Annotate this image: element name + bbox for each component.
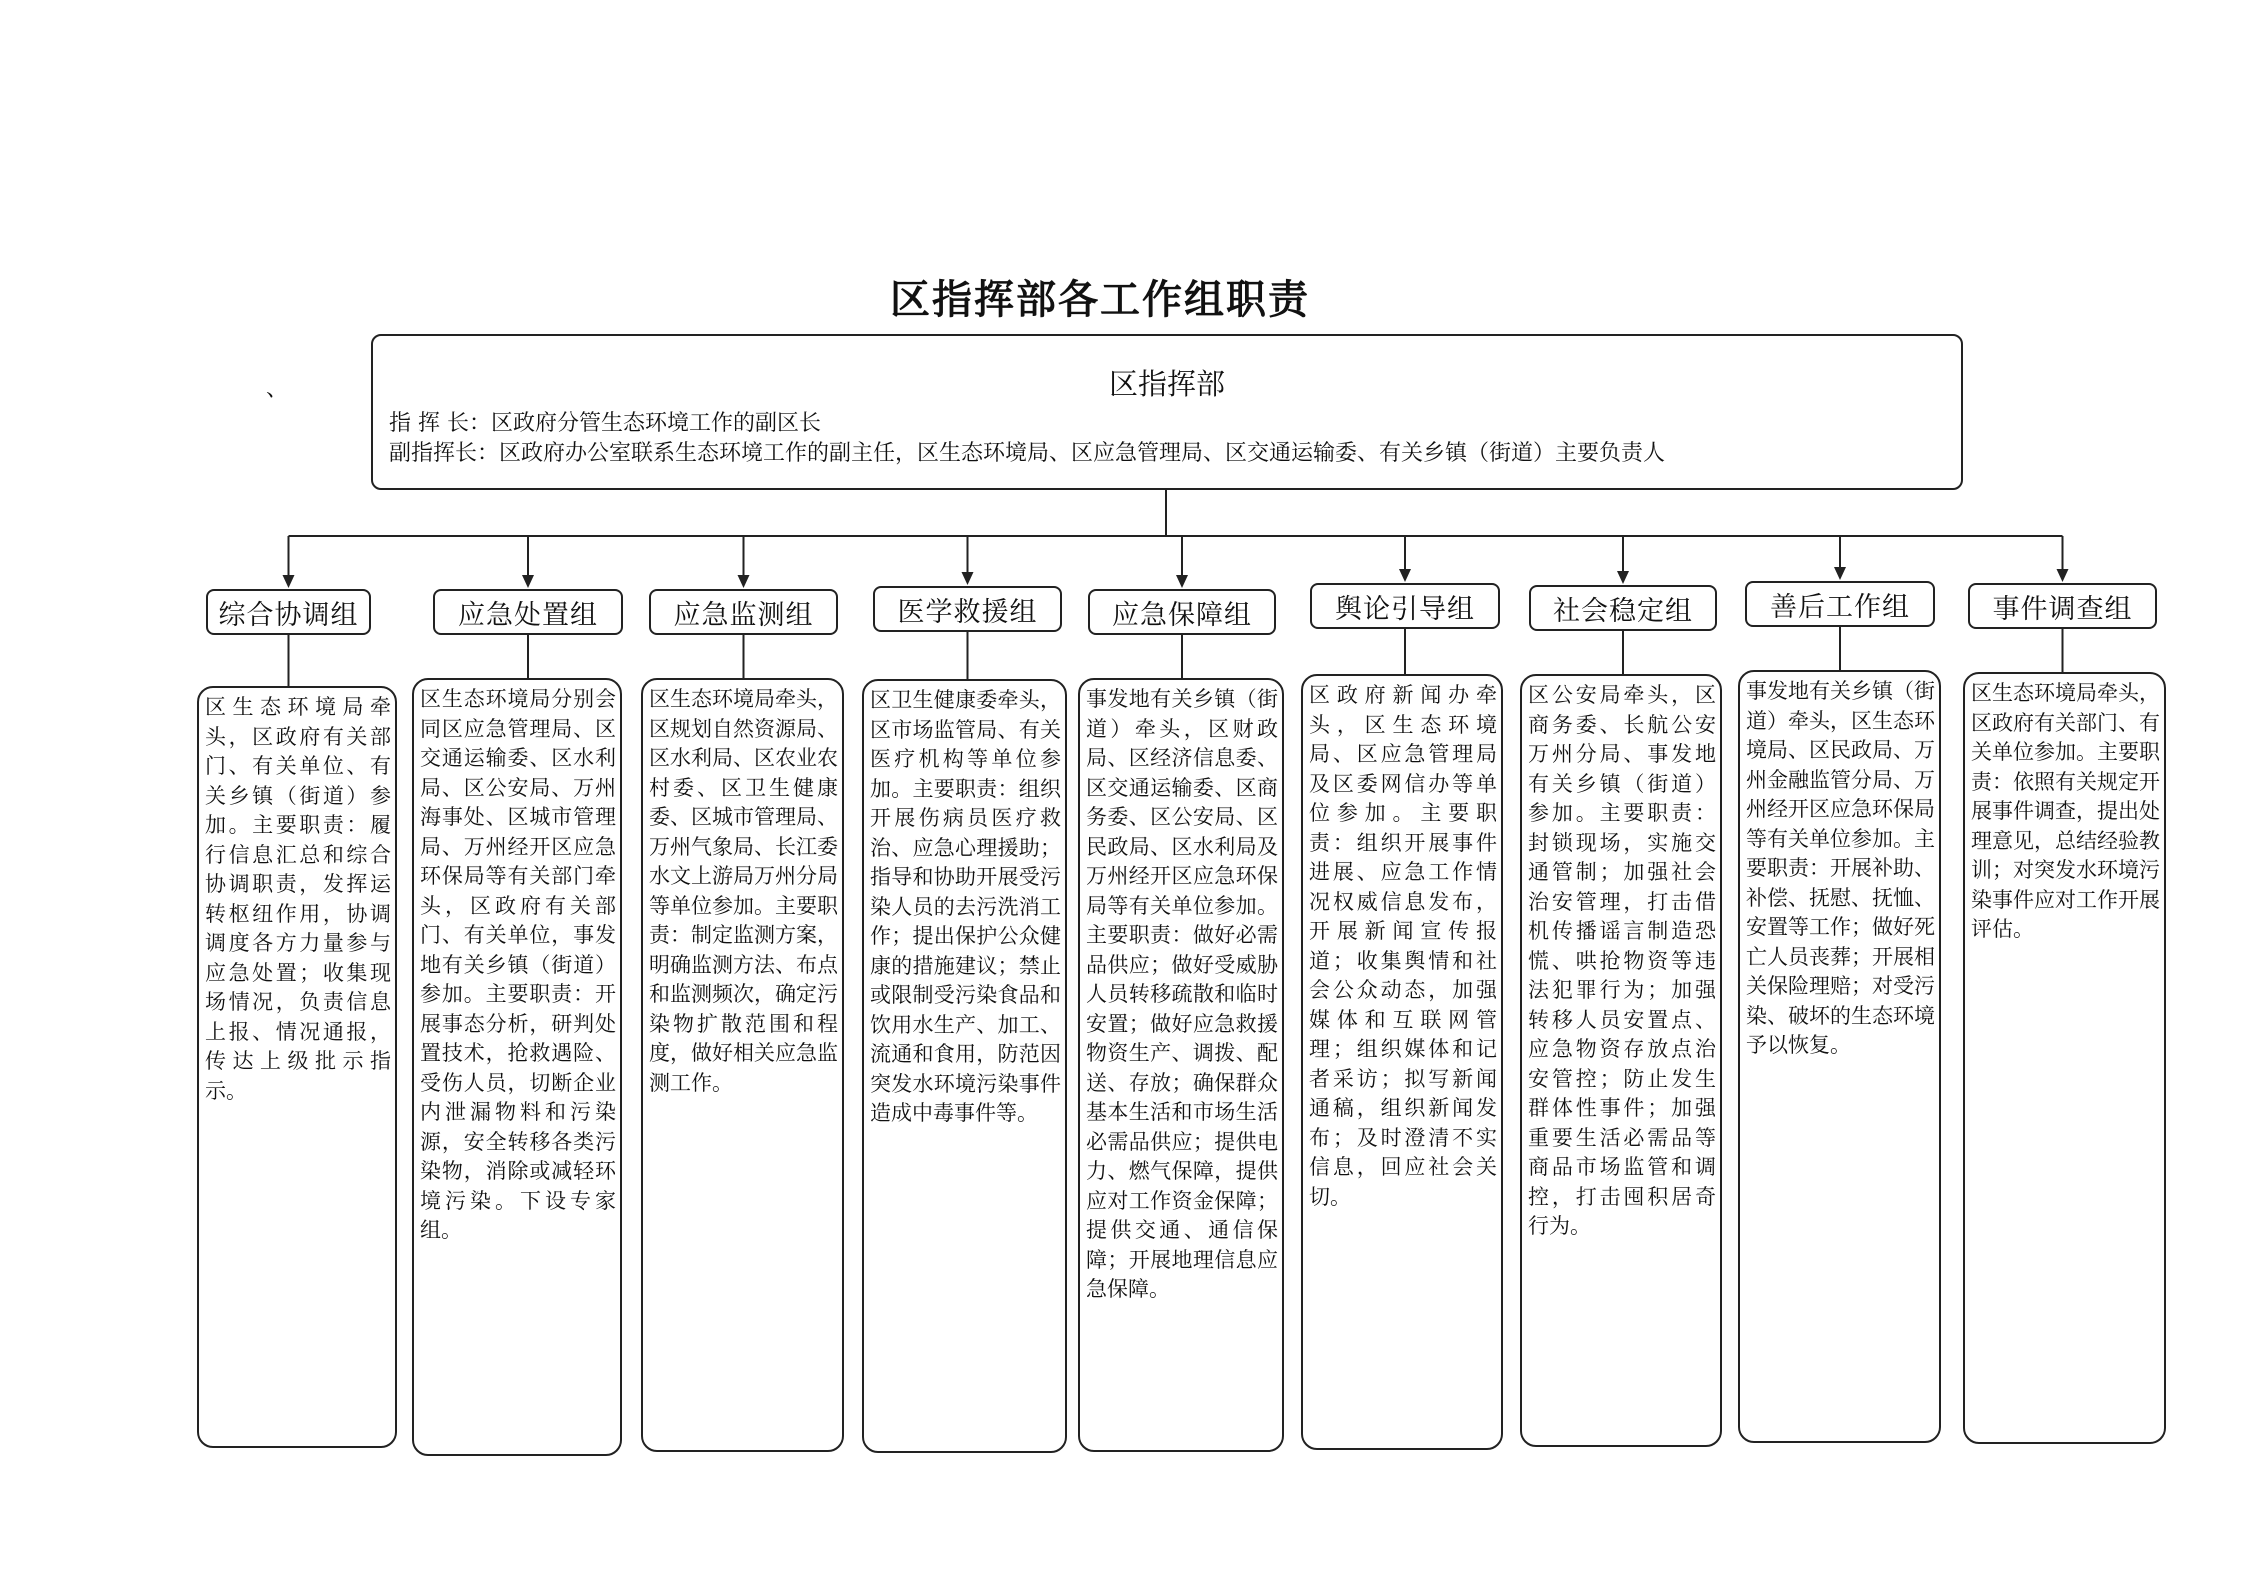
arrow-head xyxy=(738,575,750,588)
group-duties: 区卫生健康委牵头，区市场监管局、有关医疗机构等单位参加。主要职责：组织开展伤病员医疗救治、应急心理援助；指导和协助开展受污染人员的去污洗消工作；提出保护公众健康的措施建议；禁止或限制受污染食品和饮用水生产、加工、流通和食用，防范因突发水环境污染事件造成中毒事件等。 xyxy=(862,679,1067,1453)
group-duties: 区生态环境局牵头，区规划自然资源局、区水利局、区农业农村委、区卫生健康委、区城市管理局、万州气象局、长江委水文上游局万州分局等单位参加。主要职责：制定监测方案，明确监测方法、布点和监测频次，确定污染物扩散范围和程度，做好相关应急监测工作。 xyxy=(641,678,844,1452)
group-duties: 区政府新闻办牵头，区生态环境局、区应急管理局及区委网信办等单位参加。主要职责：组织开展事件进展、应急工作情况权威信息发布，开展新闻宣传报道；收集舆情和社会公众动态，加强媒体和互联网管理；组织媒体和记者采访；拟写新闻通稿，组织新闻发布；及时澄清不实信息，回应社会关切。 xyxy=(1301,674,1503,1450)
commander-line: 指 挥 长：区政府分管生态环境工作的副区长 xyxy=(389,411,821,436)
arrow-head xyxy=(2057,569,2069,582)
group-duties: 区生态环境局牵头，区政府有关部门、有关单位、有关乡镇（街道）参加。主要职责：履行信息汇总和综合协调职责，发挥运转枢纽作用，协调调度各方力量参与应急处置；收集现场情况，负责信息上报、情况通报，传达上级批示指示。 xyxy=(197,686,397,1448)
group-header: 应急处置组 xyxy=(433,589,623,635)
group-header: 应急保障组 xyxy=(1088,589,1276,635)
group-header: 应急监测组 xyxy=(649,589,838,635)
group-duties: 区生态环境局牵头，区政府有关部门、有关单位参加。主要职责：依照有关规定开展事件调查，提出处理意见，总结经验教训；对突发水环境污染事件应对工作开展评估。 xyxy=(1963,672,2166,1444)
arrow-head xyxy=(962,572,974,585)
group-duties: 区生态环境局分别会同区应急管理局、区交通运输委、区水利局、区公安局、万州海事处、区城市管理局、万州经开区应急环保局等有关部门牵头，区政府有关部门、有关单位，事发地有关乡镇（街道）参加。主要职责：开展事态分析，研判处置技术，抢救遇险、受伤人员，切断企业内泄漏物料和污染源，安全转移各类污染物，消除或减轻环境污染。下设专家组。 xyxy=(412,678,622,1456)
arrow-head xyxy=(1834,567,1846,580)
group-header: 社会稳定组 xyxy=(1529,585,1717,631)
group-header: 舆论引导组 xyxy=(1310,583,1500,629)
stray-mark: 、 xyxy=(266,377,289,402)
group-header: 医学救援组 xyxy=(873,586,1062,632)
arrow-head xyxy=(522,575,534,588)
group-duties: 事发地有关乡镇（街道）牵头，区生态环境局、区民政局、万州金融监管分局、万州经开区应急环保局等有关单位参加。主要职责：开展补助、补偿、抚慰、抚恤、安置等工作；做好死亡人员丧葬；开展相关保险理赔；对受污染、破坏的生态环境予以恢复。 xyxy=(1738,670,1941,1443)
arrow-head xyxy=(1176,575,1188,588)
headquarters-name: 区指挥部 xyxy=(1108,367,1225,401)
deputy-commander-line: 副指挥长：区政府办公室联系生态环境工作的副主任，区生态环境局、区应急管理局、区交通运输委、有关乡镇（街道）主要负责人 xyxy=(389,441,1666,466)
group-duties: 区公安局牵头，区商务委、长航公安万州分局、事发地有关乡镇（街道）参加。主要职责：封锁现场，实施交通管制；加强社会治安管理，打击借机传播谣言制造恐慌、哄抢物资等违法犯罪行为；加强转移人员安置点、应急物资存放点治安管控；防止发生群体性事件；加强重要生活必需品等商品市场监管和调控，打击囤积居奇行为。 xyxy=(1520,674,1722,1447)
group-header: 综合协调组 xyxy=(206,589,371,635)
group-duties: 事发地有关乡镇（街道）牵头，区财政局、区经济信息委、区交通运输委、区商务委、区公安局、区民政局、区水利局及万州经开区应急环保局等有关单位参加。主要职责：做好必需品供应；做好受威胁人员转移疏散和临时安置；做好应急救援物资生产、调拨、配送、存放；确保群众基本生活和市场生活必需品供应；提供电力、燃气保障，提供应对工作资金保障；提供交通、通信保障；开展地理信息应急保障。 xyxy=(1078,678,1284,1452)
arrow-head xyxy=(1399,569,1411,582)
group-header: 事件调查组 xyxy=(1968,583,2157,629)
group-header: 善后工作组 xyxy=(1745,581,1935,627)
arrow-head xyxy=(1617,571,1629,584)
arrow-head xyxy=(283,575,295,588)
page-title: 区指挥部各工作组职责 xyxy=(890,276,1310,323)
